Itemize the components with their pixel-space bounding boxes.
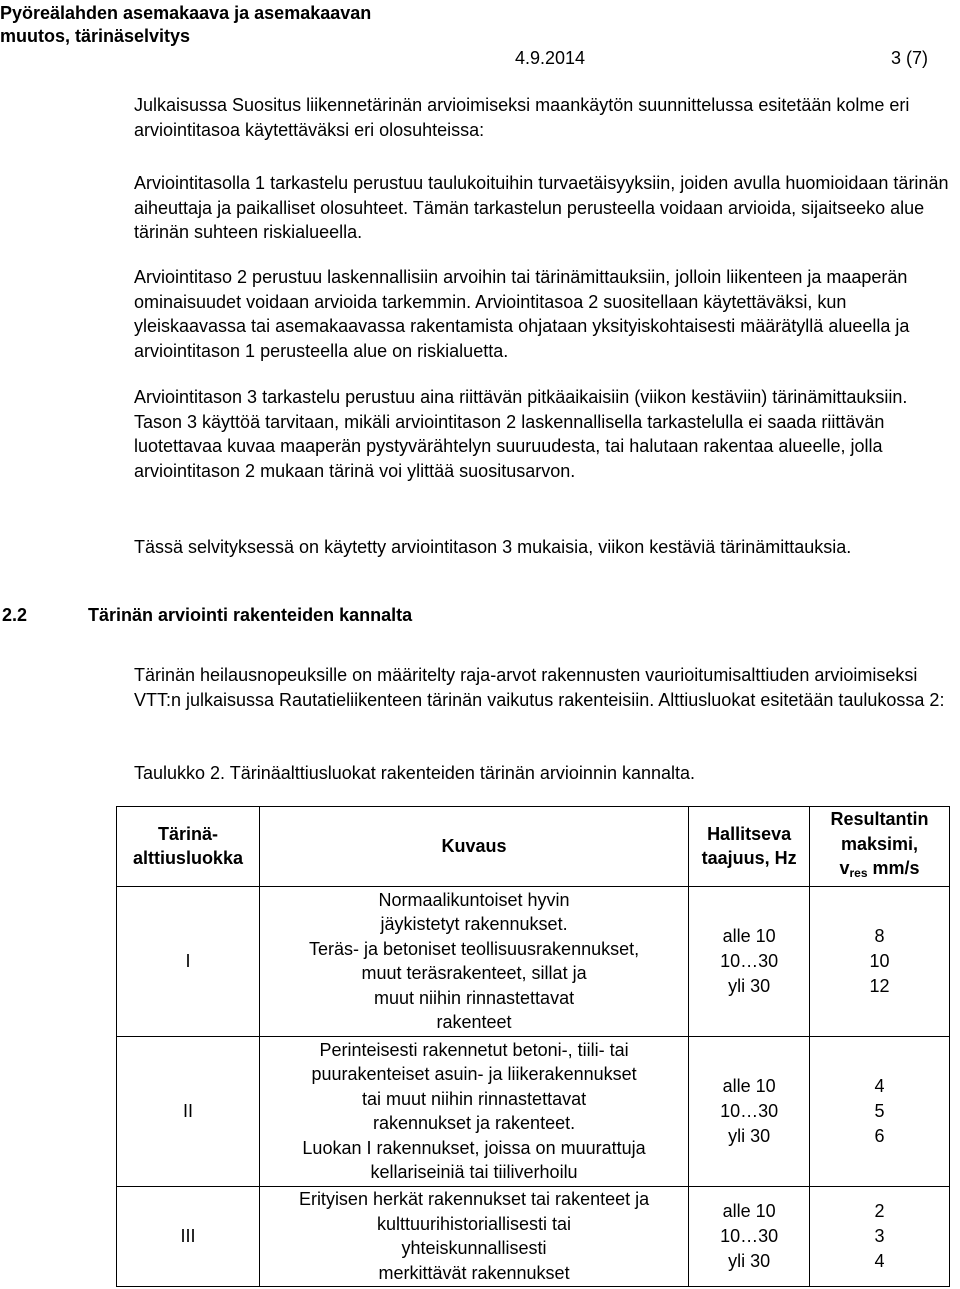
paragraph-level-3: Arviointitason 3 tarkastelu perustuu aina riittävän pitkäaikaisiin (viikon kestäviin) tärinämittauksiin. Tason 3 käyttöä tarvitaan, mikäli arviointitason 2 laskennallisella tarkastelulla ei saada riittävän luotettavaa kuvaa maaperän pystyvärähtelyn suuruudesta, tai halutaan rakentaa alueelle, jolla arviointitason 2 mukaan tärinä voi ylittää suositusarvon. <box>134 387 908 481</box>
table-row <box>117 1186 950 1286</box>
document-title <box>0 2 371 48</box>
paragraph-section: Tärinän heilausnopeuksille on määritelty raja-arvot rakennusten vaurioitumisalttiuden arvioimiseksi VTT:n julkaisussa Rautatieliikenteen tärinän vaikutus rakenteisiin. Alttiusluokat esitetään taulukossa 2: <box>134 665 945 710</box>
paragraph-intro: Julkaisussa Suositus liikennetärinän arvioimiseksi maankäytön suunnittelussa esitetään kolme eri arviointitasoa käytettäväksi eri olosuhteissa: <box>134 95 910 140</box>
cell-max-velocity: 4 5 6 <box>810 1036 950 1186</box>
section-title: Tärinän arviointi rakenteiden kannalta <box>88 605 413 625</box>
cell-class: I <box>117 886 260 1036</box>
header-description: Kuvaus <box>259 807 688 887</box>
title-line-2: muutos, tärinäselvitys <box>0 26 191 46</box>
paragraph-this-study: Tässä selvityksessä on käytetty arviointitason 3 mukaisia, viikon kestäviä tärinämittauksia. <box>134 537 852 557</box>
header-class: Tärinä- alttiusluokka <box>117 807 260 887</box>
cell-description: Perinteisesti rakennetut betoni-, tiili- tai puurakenteiset asuin- ja liikerakennukset tai muut niihin rinnastettavat rakennukset ja rakenteet. Luokan I rakennukset, joissa on muurattuja kellariseiniä tai tiiliverhoilu <box>259 1036 688 1186</box>
table-header-row <box>117 807 950 887</box>
cell-description: Erityisen herkät rakennukset tai rakenteet ja kulttuurihistoriallisesti tai yhteiskunnallisesti merkittävät rakennukset <box>259 1186 688 1286</box>
paragraph-level-1: Arviointitasolla 1 tarkastelu perustuu taulukoituihin turvaetäisyyksiin, joiden avulla huomioidaan tärinän aiheuttaja ja paikalliset olosuhteet. Tämän tarkastelun perusteella voidaan arvioida, sijaitseeko alue tärinän suhteen riskialueella. <box>134 173 949 243</box>
header-frequency: Hallitseva taajuus, Hz <box>689 807 810 887</box>
section-number: 2.2 <box>2 605 28 625</box>
cell-max-velocity: 8 10 12 <box>810 886 950 1036</box>
cell-class: II <box>117 1036 260 1186</box>
cell-description: Normaalikuntoiset hyvin jäykistetyt rakennukset. Teräs- ja betoniset teollisuusrakennukset, muut teräsrakenteet, sillat ja muut niihin rinnastettavat rakenteet <box>259 886 688 1036</box>
cell-max-velocity: 2 3 4 <box>810 1186 950 1286</box>
document-date: 4.9.2014 <box>515 48 586 68</box>
cell-frequency: alle 10 10…30 yli 30 <box>689 1186 810 1286</box>
title-line-1: Pyöreälahden asemakaava ja asemakaavan <box>0 3 372 23</box>
page-number: 3 (7) <box>890 48 928 68</box>
cell-class: III <box>117 1186 260 1286</box>
table-row <box>117 886 950 1036</box>
cell-frequency: alle 10 10…30 yli 30 <box>689 886 810 1036</box>
table-caption: Taulukko 2. Tärinäalttiusluokat rakenteiden tärinän arvioinnin kannalta. <box>134 763 696 783</box>
paragraph-level-2: Arviointitaso 2 perustuu laskennallisiin arvoihin tai tärinämittauksiin, jolloin liikenteen ja maaperän ominaisuudet voidaan arvioida tarkemmin. Arviointitasoa 2 suositellaan käytettäväksi, kun yleiskaavassa tai asemakaavassa rakentamista ohjataan yksityiskohtaisesti määrätyllä alueella ja arviointitason 1 perusteella alue on riskialuetta. <box>134 267 910 361</box>
vibration-class-table <box>116 806 950 1287</box>
header-max-velocity: Resultantin maksimi, $v_{res}$ mm/s <box>810 807 950 887</box>
table-row <box>117 1036 950 1186</box>
cell-frequency: alle 10 10…30 yli 30 <box>689 1036 810 1186</box>
